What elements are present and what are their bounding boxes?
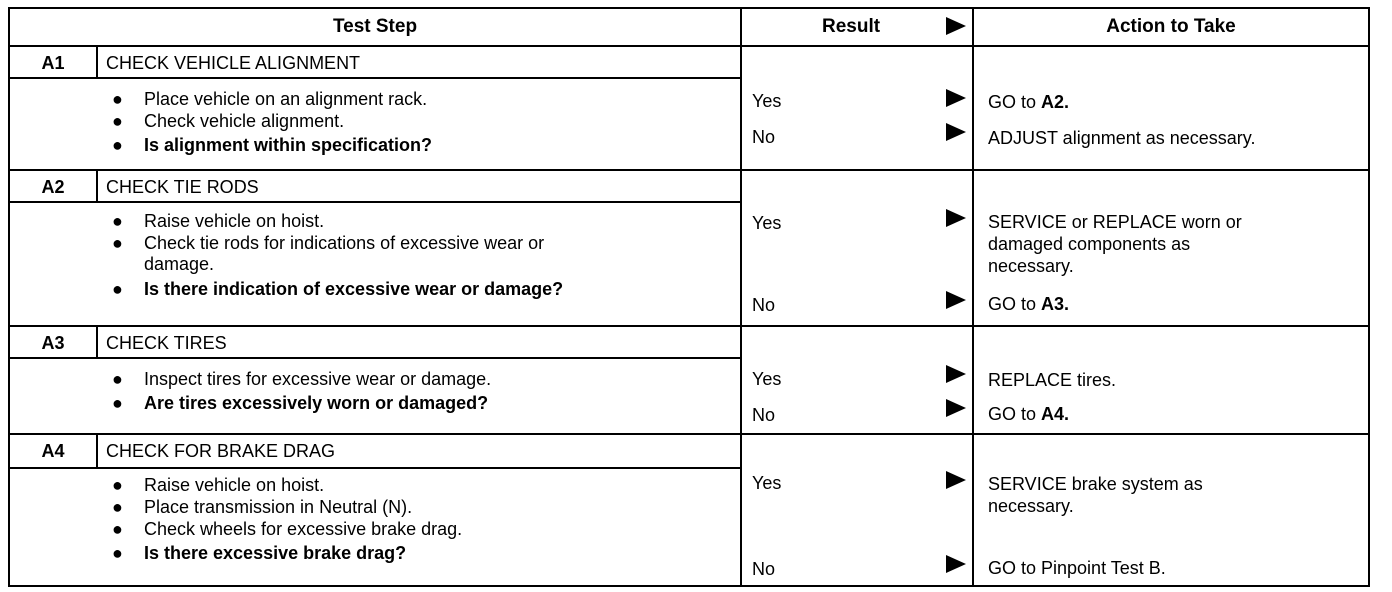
- bullet: ●: [112, 89, 123, 109]
- step-title: CHECK VEHICLE ALIGNMENT: [106, 53, 361, 73]
- step-item: damage.: [144, 254, 215, 274]
- action: GO to A4.: [988, 404, 1070, 424]
- triangle-right-icon: [946, 123, 966, 141]
- action-line: necessary.: [988, 496, 1074, 516]
- bullet: ●: [112, 475, 123, 495]
- bullet: ●: [112, 279, 123, 299]
- step-title: CHECK FOR BRAKE DRAG: [106, 441, 336, 461]
- title-divider: [10, 77, 740, 79]
- action-line: SERVICE or REPLACE worn or: [988, 212, 1242, 232]
- step-id: A3: [41, 333, 65, 353]
- row-divider: [10, 169, 1368, 171]
- step-id-divider: [96, 45, 98, 77]
- step-question: Are tires excessively worn or damaged?: [144, 393, 489, 413]
- triangle-right-icon: [946, 291, 966, 309]
- action: GO to A2.: [988, 92, 1070, 112]
- result-yes: Yes: [752, 213, 782, 233]
- step-item: Raise vehicle on hoist.: [144, 211, 325, 231]
- step-id: A4: [41, 441, 65, 461]
- step-title: CHECK TIE RODS: [106, 177, 259, 197]
- step-id: A1: [41, 53, 65, 73]
- result-yes: Yes: [752, 91, 782, 111]
- title-divider: [10, 201, 740, 203]
- action: ADJUST alignment as necessary.: [988, 128, 1256, 148]
- title-divider: [10, 357, 740, 359]
- triangle-right-icon: [946, 17, 966, 35]
- step-id: A2: [41, 177, 65, 197]
- bullet: ●: [112, 369, 123, 389]
- step-item: Check vehicle alignment.: [144, 111, 345, 131]
- result-no: No: [752, 405, 776, 425]
- bullet: ●: [112, 543, 123, 563]
- result-yes: Yes: [752, 369, 782, 389]
- step-question: Is alignment within specification?: [144, 135, 433, 155]
- action-line: necessary.: [988, 256, 1074, 276]
- bullet: ●: [112, 497, 123, 517]
- header-result: Result: [822, 16, 881, 37]
- triangle-right-icon: [946, 209, 966, 227]
- row-divider: [10, 433, 1368, 435]
- action-line: damaged components as: [988, 234, 1191, 254]
- result-no: No: [752, 295, 776, 315]
- triangle-right-icon: [946, 399, 966, 417]
- step-item: Place vehicle on an alignment rack.: [144, 89, 428, 109]
- bullet: ●: [112, 233, 123, 253]
- title-divider: [10, 467, 740, 469]
- action: GO to A3.: [988, 294, 1070, 314]
- step-item: Inspect tires for excessive wear or damage.: [144, 369, 492, 389]
- action: GO to Pinpoint Test B.: [988, 558, 1166, 578]
- action: REPLACE tires.: [988, 370, 1117, 390]
- result-no: No: [752, 559, 776, 579]
- bullet: ●: [112, 393, 123, 413]
- step-title: CHECK TIRES: [106, 333, 227, 353]
- triangle-right-icon: [946, 89, 966, 107]
- triangle-right-icon: [946, 471, 966, 489]
- step-id-divider: [96, 169, 98, 201]
- column-divider: [740, 9, 742, 585]
- header-test-step: Test Step: [332, 16, 418, 37]
- column-divider: [972, 9, 974, 585]
- bullet: ●: [112, 111, 123, 131]
- header-action: Action to Take: [1106, 16, 1236, 37]
- result-no: No: [752, 127, 776, 147]
- step-item: Check tie rods for indications of excessive wear or: [144, 233, 545, 253]
- bullet: ●: [112, 135, 123, 155]
- step-id-divider: [96, 433, 98, 467]
- header-divider: [10, 45, 1368, 47]
- triangle-right-icon: [946, 365, 966, 383]
- bullet: ●: [112, 519, 123, 539]
- step-item: Place transmission in Neutral (N).: [144, 497, 413, 517]
- step-item: Check wheels for excessive brake drag.: [144, 519, 463, 539]
- triangle-right-icon: [946, 555, 966, 573]
- action-line: SERVICE brake system as: [988, 474, 1203, 494]
- bullet: ●: [112, 211, 123, 231]
- step-id-divider: [96, 325, 98, 357]
- step-question: Is there indication of excessive wear or damage?: [144, 279, 564, 299]
- result-yes: Yes: [752, 473, 782, 493]
- step-item: Raise vehicle on hoist.: [144, 475, 325, 495]
- step-question: Is there excessive brake drag?: [144, 543, 407, 563]
- diagnostic-table: [8, 7, 1370, 587]
- row-divider: [10, 325, 1368, 327]
